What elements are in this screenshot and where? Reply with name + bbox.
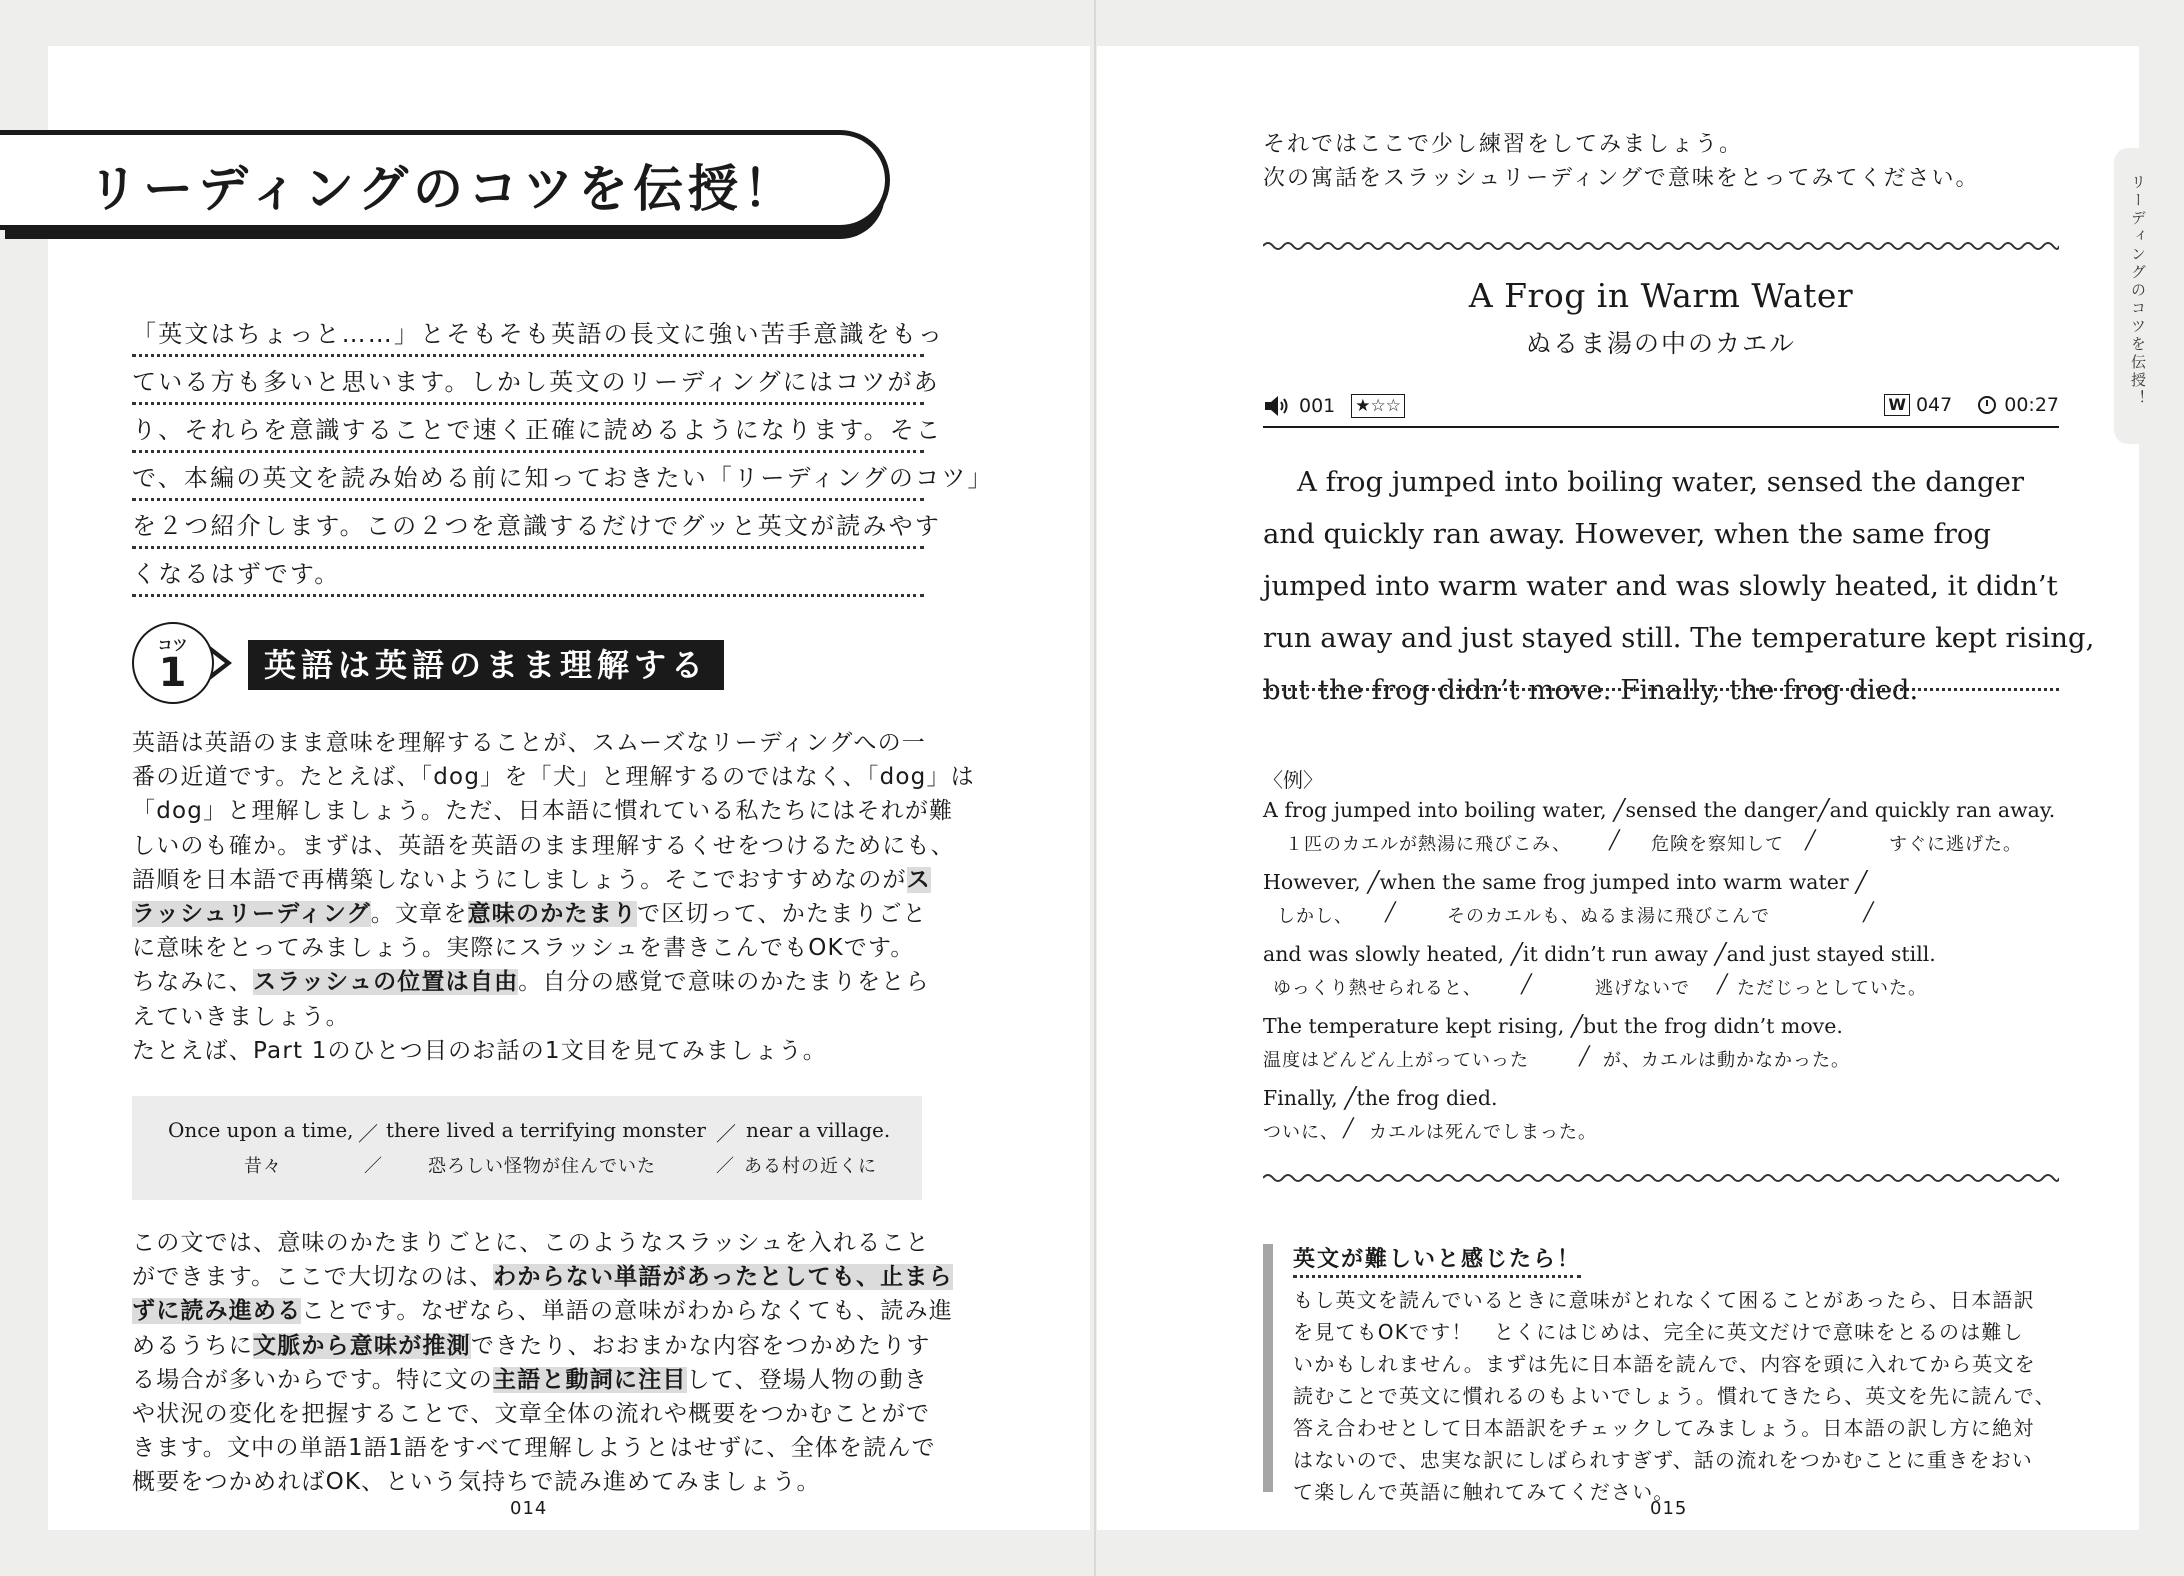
track-number: 001 <box>1299 395 1336 417</box>
intro-line: ている方も多いと思います。しかし英文のリーディングにはコツがあ <box>132 360 924 405</box>
word-count-icon: W <box>1884 394 1910 416</box>
example-en-chunk: near a village. <box>746 1118 891 1142</box>
word-count: 047 <box>1915 394 1953 416</box>
example-slash: ╱ <box>1521 974 1533 995</box>
example-slash: ／ <box>716 1156 735 1177</box>
intro-line: 「英文はちょっと……」とそもそも英語の長文に強い苦手意識をもっ <box>132 312 924 357</box>
example-en-chunk: there lived a terrifying monster <box>386 1118 706 1142</box>
highlight-text: スラッシュの位置は自由 <box>253 969 519 996</box>
example-ja: すぐに逃げた。 <box>1889 834 2022 855</box>
kotsu-badge <box>132 622 214 704</box>
intro-line: で、本編の英文を読み始める前に知っておきたい「リーディングのコツ」 <box>132 456 924 501</box>
text-line <box>132 1329 932 1363</box>
text-fragment: ができます。ここで大切なのは、 <box>132 1264 494 1291</box>
text-line: えていきましょう。 <box>132 1003 350 1030</box>
intro-line: 次の寓話をスラッシュリーディングで意味をとってみてください。 <box>1263 166 1980 191</box>
text-line: 概要をつかめればOK、という気持ちで読み進めてみましょう。 <box>132 1469 821 1496</box>
kotsu-heading: 英語は英語のまま理解する <box>248 640 724 690</box>
highlight-text: 意味のかたまり <box>467 900 637 927</box>
example-en: and was slowly heated, ╱it didn’t run away ╱and just stayed still. <box>1263 942 1936 966</box>
tip-line: を見てもOKです！ とくにはじめは、完全に英文だけで意味をとるのは難し <box>1293 1320 2024 1344</box>
right-page <box>1097 46 2139 1530</box>
example-en: Finally, ╱the frog died. <box>1263 1086 1498 1110</box>
text-line: に意味をとってみましょう。実際にスラッシュを書きこんでもOKです。 <box>132 935 915 962</box>
tip-line: て楽しんで英語に触れてみてください。 <box>1293 1480 1675 1504</box>
highlight-text: 文脈から意味が推測 <box>253 1332 471 1359</box>
slash-example-box <box>132 1096 922 1200</box>
intro-line: くなるはずです。 <box>132 552 924 597</box>
tip-paragraph <box>1293 1284 2056 1508</box>
tip-line: いかもしれません。まずは先に日本語を読んで、内容を頭に入れてから英文を <box>1293 1352 2036 1376</box>
story-line: run away and just stayed still. The temperature kept rising, <box>1263 622 2095 654</box>
text-line: や状況の変化を把握することで、文章全体の流れや概要をつかむことがで <box>132 1400 931 1427</box>
story-line: A frog jumped into boiling water, sensed the danger <box>1297 466 2025 498</box>
example-en: However, ╱when the same frog jumped into warm water ╱ <box>1263 870 1868 894</box>
tip-title: 英文が難しいと感じたら！ <box>1293 1242 1581 1278</box>
wavy-divider-top <box>1263 240 2059 252</box>
text-fragment: して、登場人物の動き <box>686 1366 929 1393</box>
tip-accent-bar <box>1263 1244 1273 1492</box>
intro-line: を２つ紹介します。この２つを意識するだけでグッと英文が読みやす <box>132 504 924 549</box>
example-slash: ╱ <box>1805 830 1817 851</box>
example-ja: ゆっくり熱せられると、 <box>1273 978 1482 999</box>
example-ja: カエルは死んでしまった。 <box>1369 1122 1597 1143</box>
left-page <box>48 46 1090 1530</box>
example-slash: ╱ <box>1717 974 1729 995</box>
example-ja-chunk: 恐ろしい怪物が住んでいた <box>428 1156 656 1177</box>
example-slash: ╱ <box>1385 902 1397 923</box>
example-slash: ／ <box>358 1122 378 1146</box>
text-line <box>132 1260 953 1294</box>
text-line <box>132 965 932 999</box>
tip-line: 読むことで英文に慣れるのもよいでしょう。慣れてきたら、英文を先に読んで、 <box>1293 1384 2056 1408</box>
text-fragment: 。文章を <box>370 900 468 927</box>
reading-time: 00:27 <box>2004 394 2059 416</box>
text-fragment: めるうちに <box>132 1332 253 1359</box>
text-fragment: で区切って、かたまりごと <box>637 900 927 927</box>
chapter-side-tab <box>2114 148 2170 444</box>
text-line: 番の近道です。たとえば、「dog」を「犬」と理解するのではなく、「dog」は <box>132 764 975 791</box>
story-title: A Frog in Warm Water <box>1468 276 1854 315</box>
example-slash: ╱ <box>1343 1118 1355 1139</box>
clock-icon <box>1978 396 1996 414</box>
page-number: 014 <box>510 1498 548 1519</box>
practice-intro <box>1263 128 1979 196</box>
page-number: 015 <box>1650 1498 1688 1519</box>
example-ja: が、カエルは動かなかった。 <box>1603 1050 1850 1071</box>
text-line <box>132 1363 932 1397</box>
body-paragraph-2 <box>132 1226 953 1500</box>
text-fragment: 。自分の感覚で意味のかたまりをとら <box>518 969 930 996</box>
word-time-meta <box>1884 394 2059 416</box>
example-slash: ╱ <box>1863 902 1875 923</box>
story-paragraph <box>1263 456 2095 716</box>
text-fragment: ちなみに、 <box>132 969 253 996</box>
audio-meta <box>1263 394 1405 418</box>
text-fragment: 語順を日本語で再構築しないようにしましょう。そこでおすすめなのが <box>132 866 907 893</box>
body-paragraph-1 <box>132 726 975 1068</box>
tip-line: もし英文を読んでいるときに意味がとれなくて困ることがあったら、日本語訳 <box>1293 1288 2035 1312</box>
text-line: 英語は英語のまま意味を理解することが、スムーズなリーディングへの一 <box>132 730 926 756</box>
text-line <box>132 863 932 897</box>
intro-line: それではここで少し練習をしてみましょう。 <box>1263 132 1744 157</box>
example-ja: しかし、 <box>1277 906 1353 927</box>
highlight-text: ラッシュリーディング <box>132 900 371 927</box>
story-line: and quickly ran away. However, when the same frog <box>1263 518 1991 550</box>
text-line: 「dog」と理解しましょう。ただ、日本語に慣れている私たちにはそれが難 <box>132 798 954 825</box>
story-subtitle: ぬるま湯の中のカエル <box>1525 329 1796 358</box>
example-label: 〈例〉 <box>1263 768 1323 792</box>
highlight-text: 主語と動詞に注目 <box>492 1366 687 1393</box>
wavy-divider-bottom <box>1263 1172 2059 1184</box>
intro-line: り、それらを意識することで速く正確に読めるようになります。そこ <box>132 408 924 453</box>
side-tab-label: リーディングのコツを伝授！ <box>2129 174 2147 408</box>
example-ja: 温度はどんどん上がっていった <box>1263 1050 1529 1071</box>
example-en-chunk: Once upon a time, <box>168 1118 354 1142</box>
example-slash: ／ <box>364 1156 383 1177</box>
tip-line: はないので、忠実な訳にしばられすぎず、話の流れをつかむことに重きをおい <box>1293 1448 2033 1472</box>
example-ja: 危険を察知して <box>1651 834 1784 855</box>
kotsu-label: コツ <box>157 636 188 654</box>
kotsu-number: 1 <box>158 650 187 696</box>
highlight-text: わからない単語があったとしても、止まら <box>493 1264 953 1291</box>
story-line: jumped into warm water and was slowly heated, it didn’t <box>1263 570 2058 602</box>
title-rule <box>1263 426 2059 428</box>
text-line: たとえば、Part 1のひとつ目のお話の1文目を見てみましょう。 <box>132 1037 827 1064</box>
text-line: しいのも確か。まずは、英語を英語のまま理解するくせをつけるためにも、 <box>132 832 955 859</box>
page-title: リーディングのコツを伝授！ <box>88 160 798 218</box>
title-banner <box>0 130 890 230</box>
example-ja: １匹のカエルが熱湯に飛びこみ、 <box>1285 834 1572 855</box>
text-fragment: できたり、おおまかな内容をつかめたりす <box>470 1332 931 1359</box>
example-ja-chunk: ある村の近くに <box>744 1156 877 1177</box>
story-line: but the frog didn’t move. Finally, the frog died. <box>1263 674 1919 706</box>
example-slash: ╱ <box>1579 1046 1591 1067</box>
story-end-rule <box>1263 688 2059 691</box>
text-line <box>132 1294 953 1328</box>
example-ja-chunk: 昔々 <box>244 1156 282 1177</box>
example-ja: 逃げないで <box>1595 978 1690 999</box>
text-line <box>132 897 932 931</box>
highlight-text: ずに読み進める <box>132 1298 302 1325</box>
highlight-text: ス <box>906 866 931 893</box>
difficulty-rating: ★☆☆ <box>1351 394 1405 418</box>
text-line: きます。文中の単語1語1語をすべて理解しようとはせずに、全体を読んで <box>132 1435 936 1462</box>
example-ja: そのカエルも、ぬるま湯に飛びこんで <box>1447 906 1770 927</box>
text-line: この文では、意味のかたまりごとに、このようなスラッシュを入れること <box>132 1230 930 1256</box>
example-en: The temperature kept rising, ╱but the frog didn’t move. <box>1263 1014 1843 1038</box>
example-slash: ╱ <box>1609 830 1621 851</box>
example-slash: ／ <box>716 1122 736 1146</box>
example-en: A frog jumped into boiling water, ╱sensed the danger╱and quickly ran away. <box>1263 798 2056 822</box>
text-fragment: ことです。なぜなら、単語の意味がわからなくても、読み進 <box>301 1298 953 1325</box>
intro-paragraph <box>132 312 994 600</box>
book-spine <box>1094 0 1096 1576</box>
tip-line: 答え合わせとして日本語訳をチェックしてみましょう。日本語の訳し方に絶対 <box>1293 1416 2035 1440</box>
text-fragment: る場合が多いからです。特に文の <box>132 1366 493 1393</box>
example-ja: ただじっとしていた。 <box>1737 978 1927 999</box>
speaker-icon[interactable] <box>1263 394 1293 418</box>
example-ja: ついに、 <box>1263 1122 1339 1143</box>
